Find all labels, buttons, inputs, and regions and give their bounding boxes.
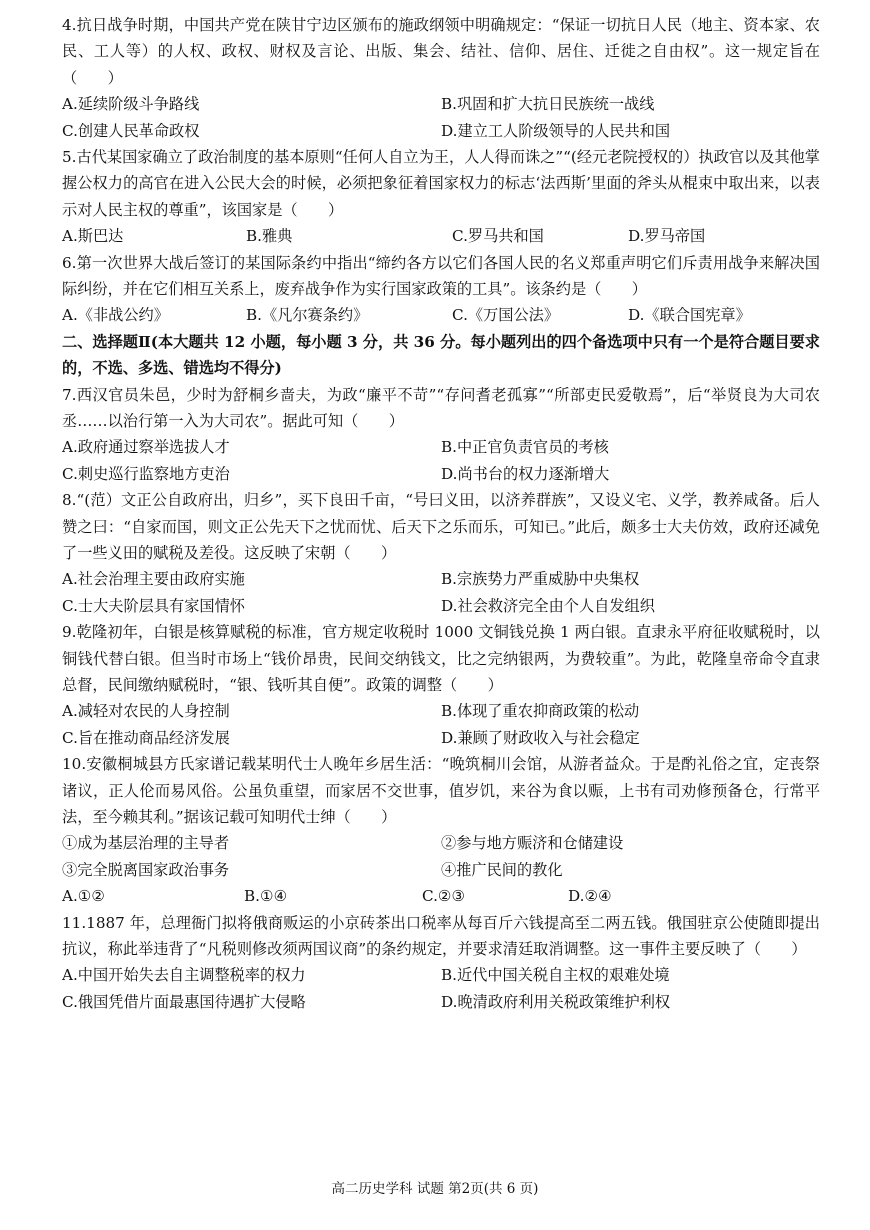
option-c: C.旨在推动商品经济发展	[62, 728, 230, 747]
option-d: D.尚书台的权力逐渐增大	[441, 464, 610, 483]
statement-4: ④推广民间的教化	[441, 860, 563, 879]
question-7	[62, 382, 820, 488]
option-a: A.中国开始失去自主调整税率的权力	[62, 966, 306, 985]
option-b: B.体现了重农抑商政策的松动	[441, 702, 640, 721]
option-d: D.建立工人阶级领导的人民共和国	[441, 121, 671, 140]
option-a: A.《非战公约》	[62, 306, 169, 325]
option-row	[62, 461, 820, 487]
option-c: C.士大夫阶层具有家国情怀	[62, 596, 245, 615]
option-row	[62, 962, 820, 988]
question-stem: 8.“(范）文正公自政府出，归乡”，买下良田千亩，“号曰义田，以济养群族”，又设义宅、义学，教养咸备。后人赞之曰：“自家而国，则文正公先天下之忧而忧、后天下之乐而乐，可知已。”此后，颇多士大夫仿效，政府还减免了一些义田的赋税及差役。这反映了宋朝（ ）	[62, 491, 820, 563]
question-stem: 6.第一次世界大战后签订的某国际条约中指出“缔约各方以它们各国人民的名义郑重声明它们斥责用战争来解决国际纠纷，并在它们相互关系上，废弃战争作为实行国家政策的工具”。该条约是（ ）	[62, 253, 820, 299]
option-a: A.斯巴达	[62, 227, 124, 246]
option-b: B.中正官负责官员的考核	[441, 438, 609, 457]
option-d: D.②④	[568, 887, 612, 906]
option-c: C.刺史巡行监察地方吏治	[62, 464, 230, 483]
question-stem: 11.1887 年，总理衙门拟将俄商贩运的小京砖茶出口税率从每百斤六钱提高至二两五钱。俄国驻京公使随即提出抗议，称此举违背了“凡税则修改须两国议商”的条约规定，并要求清廷取消调整。这一事件主要反映了（ ）	[62, 913, 820, 959]
question-stem: 10.安徽桐城县方氏家谱记载某明代士人晚年乡居生活：“晚筑桐川会馆，从游者益众。于是酌礼俗之宜，定丧祭诸议，正人伦而易风俗。公虽负重望，而家居不交世事，值岁饥，来谷为食以赈，上书有司劝修预备仓，行常平法，至今赖其利。”据该记载可知明代士绅（ ）	[62, 755, 820, 827]
option-row	[62, 698, 820, 724]
option-a: A.延续阶级斗争路线	[62, 95, 200, 114]
option-a: A.政府通过察举选拔人才	[62, 438, 230, 457]
question-8	[62, 487, 820, 619]
option-row	[62, 91, 820, 117]
question-9	[62, 619, 820, 751]
option-d: D.《联合国宪章》	[628, 306, 751, 325]
option-c: C.俄国凭借片面最惠国待遇扩大侵略	[62, 992, 306, 1011]
option-d: D.社会救济完全由个人自发组织	[441, 596, 655, 615]
question-stem: 9.乾隆初年，白银是核算赋税的标准，官方规定收税时 1000 文铜钱兑换 1 两白银。直隶永平府征收赋税时，以铜钱代替白银。但当时市场上“钱价昂贵，民间交纳钱文，比之完纳银两，为费较重”。为此，乾隆皇帝命令直隶总督，民间缴纳赋税时，“银、钱听其自便”。政策的调整（ ）	[62, 623, 820, 695]
option-c: C.罗马共和国	[452, 227, 544, 246]
option-row	[62, 302, 820, 328]
question-stem: 7.西汉官员朱邑，少时为舒桐乡啬夫，为政“廉平不苛”“存问耆老孤寡”“所部吏民爱敬焉”，后“举贤良为大司农丞……以治行第一入为大司农”。据此可知（ ）	[62, 385, 820, 431]
option-row	[62, 566, 820, 592]
option-d: D.晚清政府利用关税政策维护利权	[441, 992, 671, 1011]
statement-1: ①成为基层治理的主导者	[62, 834, 230, 853]
option-row	[62, 118, 820, 144]
question-10	[62, 751, 820, 909]
option-b: B.宗族势力严重威胁中央集权	[441, 570, 640, 589]
option-row	[62, 434, 820, 460]
statement-3: ③完全脱离国家政治事务	[62, 860, 230, 879]
option-row	[62, 593, 820, 619]
page-footer: 高二历史学科 试题 第2页(共 6 页)	[331, 1181, 539, 1197]
question-stem: 5.古代某国家确立了政治制度的基本原则“任何人自立为王，人人得而诛之”“(经元老院授权的）执政官以及其他掌握公权力的高官在进入公民大会的时候，必须把象征着国家权力的标志‘法西斯’里面的斧头从棍束中取出来，以表示对人民主权的尊重”，该国家是（ ）	[62, 148, 820, 219]
option-c: C.创建人民革命政权	[62, 121, 200, 140]
option-b: B.①④	[244, 887, 288, 906]
question-stem: 4.抗日战争时期，中国共产党在陕甘宁边区颁布的施政纲领中明确规定：“保证一切抗日人民（地主、资本家、农民、工人等）的人权、政权、财权及言论、出版、集会、结社、信仰、居住、迁徙之自由权”。这一规定旨在（ ）	[62, 16, 820, 87]
option-c: C.②③	[422, 887, 466, 906]
option-b: B.巩固和扩大抗日民族统一战线	[441, 95, 655, 114]
option-b: B.雅典	[246, 227, 293, 246]
option-row	[62, 883, 820, 909]
question-6	[62, 250, 820, 329]
option-c: C.《万国公法》	[452, 306, 560, 325]
option-b: B.《凡尔赛条约》	[246, 306, 369, 325]
option-row	[62, 223, 820, 249]
option-d: D.兼顾了财政收入与社会稳定	[441, 728, 640, 747]
question-11	[62, 910, 820, 1016]
statement-row	[62, 857, 820, 883]
statement-row	[62, 830, 820, 856]
option-a: A.减轻对农民的人身控制	[62, 702, 230, 721]
statement-2: ②参与地方赈济和仓储建设	[441, 834, 624, 853]
option-a: A.社会治理主要由政府实施	[62, 570, 245, 589]
option-a: A.①②	[62, 887, 106, 906]
option-d: D.罗马帝国	[628, 227, 706, 246]
question-4	[62, 12, 820, 144]
option-row	[62, 989, 820, 1015]
question-5	[62, 144, 820, 250]
option-row	[62, 725, 820, 751]
option-b: B.近代中国关税自主权的艰难处境	[441, 966, 670, 985]
section-heading: 二、选择题Ⅱ(本大题共 12 小题，每小题 3 分，共 36 分。每小题列出的四个备选项中只有一个是符合题目要求的，不选、多选、错选均不得分)	[62, 332, 820, 378]
